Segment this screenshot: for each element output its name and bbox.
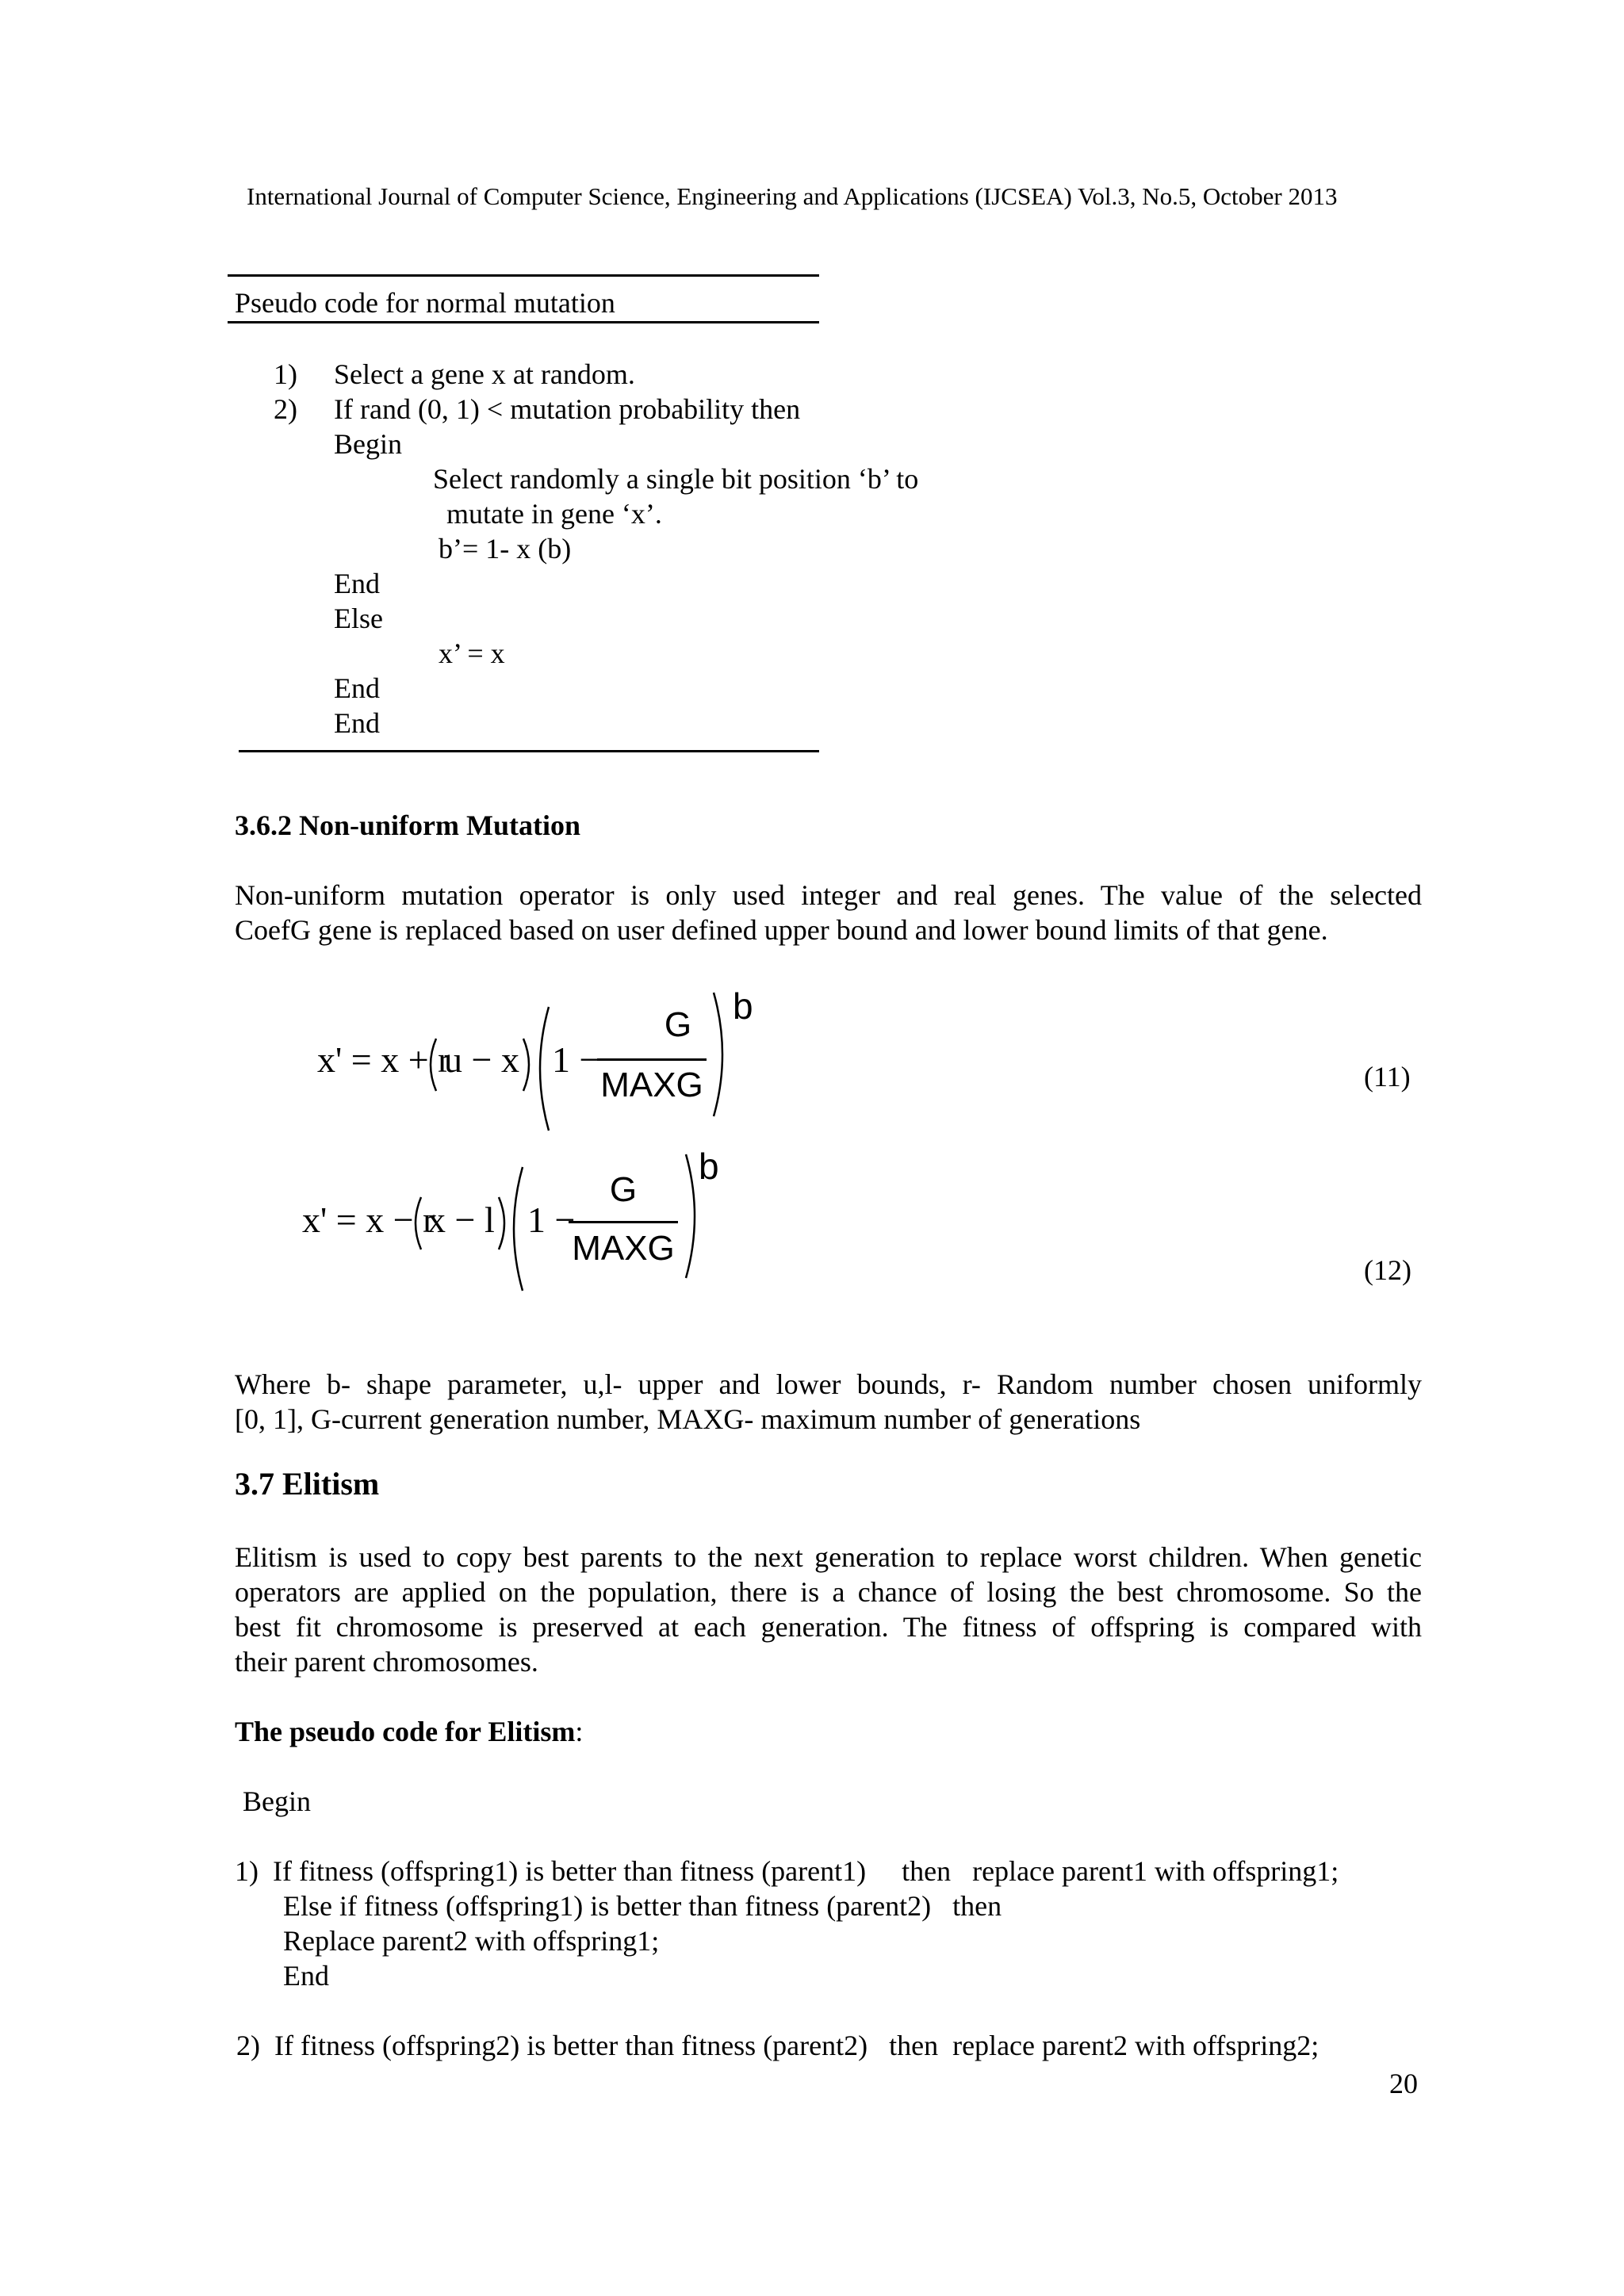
box-bottom-rule — [239, 750, 819, 752]
fraction-numerator: G — [609, 1170, 638, 1209]
section-heading: 3.7 Elitism — [235, 1466, 380, 1502]
code-line: mutate in gene ‘x’. — [446, 498, 662, 530]
code-line: x’ = x — [439, 637, 505, 669]
box-top-rule — [228, 274, 819, 277]
equation-lhs: x' = x + r — [317, 1039, 450, 1080]
fraction-numerator: G — [664, 1005, 692, 1044]
paragraph-line: Elitism is used to copy best parents to the next generation to replace worst children. When genetic — [235, 1541, 1422, 1573]
equation-inner: x − l — [427, 1200, 495, 1240]
equation-number: (12) — [1364, 1254, 1411, 1286]
exponent: b — [733, 985, 753, 1027]
equation-number: (11) — [1364, 1061, 1411, 1093]
code-line: Select randomly a single bit position ‘b’ to — [433, 463, 919, 495]
fraction-denominator: MAXG — [572, 1229, 675, 1268]
step-number: 1) — [274, 358, 297, 390]
code-line: Replace parent2 with offspring1; — [283, 1925, 660, 1957]
left-paren-icon — [423, 1037, 439, 1093]
code-line: End — [334, 672, 380, 704]
big-right-paren-icon — [710, 991, 733, 1118]
pseudo-heading-text: The pseudo code for Elitism — [235, 1716, 576, 1747]
paragraph-line: best fit chromosome is preserved at each generation. The fitness of offspring is compared with — [235, 1611, 1422, 1643]
one-minus: 1 − — [527, 1200, 576, 1240]
paragraph-line: Where b- shape parameter, u,l- upper and lower bounds, r- Random number chosen uniformly — [235, 1368, 1422, 1400]
code-line: b’= 1- x (b) — [439, 533, 572, 564]
code-line: Begin — [243, 1785, 311, 1817]
code-line: End — [334, 568, 380, 599]
pseudo-heading-colon: : — [575, 1716, 584, 1747]
equation-11 — [317, 985, 761, 1142]
fraction-bar — [597, 1058, 707, 1061]
code-line: Else — [334, 603, 383, 634]
step-number: 2) — [274, 393, 297, 425]
left-paren-icon — [408, 1196, 424, 1251]
page-number: 20 — [1389, 2068, 1418, 2099]
equation-12 — [302, 1146, 746, 1300]
fraction-bar — [569, 1221, 678, 1223]
code-line: End — [283, 1960, 329, 1992]
fraction-denominator: MAXG — [600, 1066, 703, 1104]
paragraph-line: Non-uniform mutation operator is only used integer and real genes. The value of the selected — [235, 879, 1422, 911]
code-line: Else if fitness (offspring1) is better than fitness (parent2) then — [283, 1890, 1002, 1922]
step-text: Select a gene x at random. — [334, 358, 635, 390]
equation-lhs: x' = x − r — [302, 1200, 435, 1240]
pseudo-heading — [235, 1714, 583, 1749]
section-heading: 3.6.2 Non-uniform Mutation — [235, 809, 581, 841]
big-left-paren-icon — [504, 1165, 526, 1292]
paragraph-line: their parent chromosomes. — [235, 1646, 538, 1678]
code-line: 1) If fitness (offspring1) is better than fitness (parent1) then replace parent1 with offspring1; — [235, 1855, 1339, 1887]
paragraph-line: operators are applied on the population, there is a chance of losing the best chromosome. So the — [235, 1576, 1422, 1608]
one-minus: 1 − — [552, 1039, 600, 1080]
box-title-rule — [228, 321, 819, 323]
code-line: End — [334, 707, 380, 739]
code-line: 2) If fitness (offspring2) is better than fitness (parent2) then replace parent2 with offspring2; — [236, 2030, 1320, 2061]
paragraph-line: CoefG gene is replaced based on user defined upper bound and lower bound limits of that gene. — [235, 914, 1328, 946]
paragraph-line: [0, 1], G-current generation number, MAXG- maximum number of generations — [235, 1403, 1141, 1435]
box-title: Pseudo code for normal mutation — [235, 287, 615, 319]
code-line: Begin — [334, 428, 402, 460]
step-text: If rand (0, 1) < mutation probability then — [334, 393, 801, 425]
exponent: b — [699, 1146, 719, 1187]
big-left-paren-icon — [530, 1005, 552, 1132]
running-header: International Journal of Computer Science, Engineering and Applications (IJCSEA) Vol.3, No.5, October 2013 — [247, 182, 1338, 210]
equation-inner: u − x — [444, 1039, 519, 1080]
